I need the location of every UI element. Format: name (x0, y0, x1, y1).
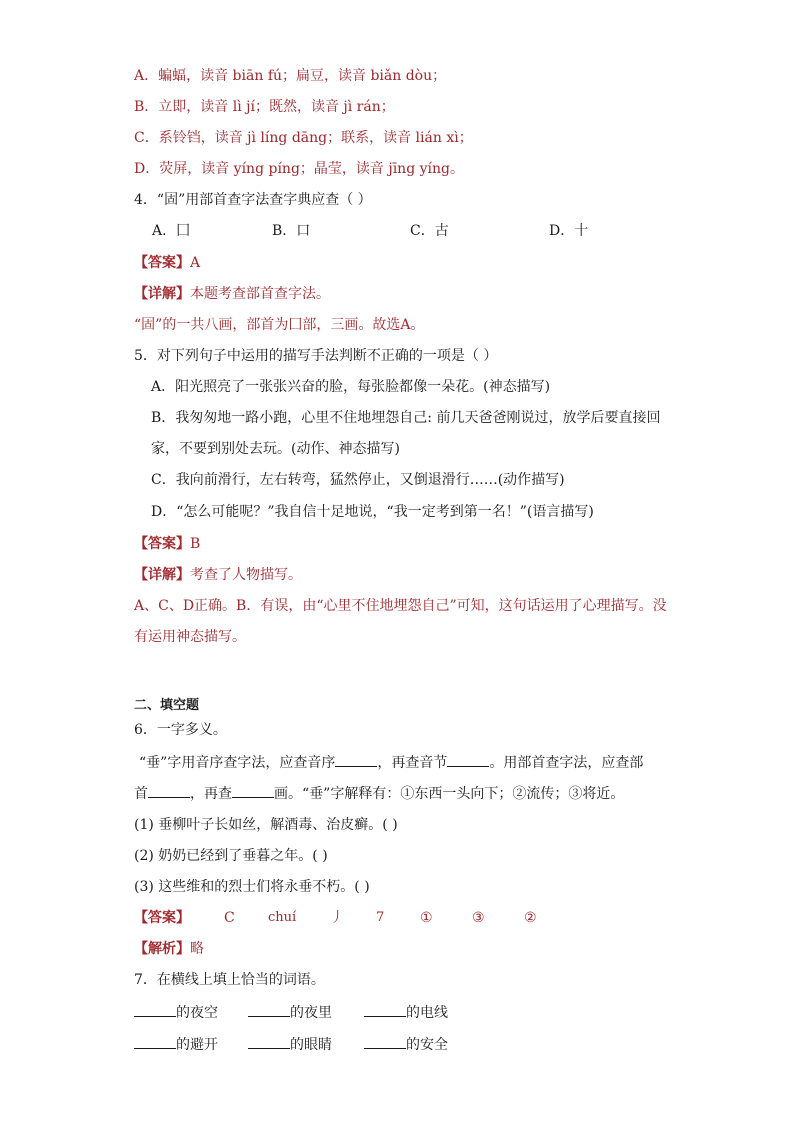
q6-text-segment: “垂”字用音序查字法，应查音序 (139, 755, 336, 771)
answer-value: ① (420, 910, 433, 926)
q6-analysis (134, 939, 204, 959)
answer-value: ③ (472, 910, 485, 926)
q3-option-c: C．系铃铛，读音 jì líng dāng；联系，读音 lián xì； (134, 130, 473, 146)
q6-sub1: (1) 垂柳叶子长如丝，解酒毒、治皮癣。( ) (134, 817, 398, 833)
q5-option-d: D．“怎么可能呢？”我自信十足地说，“我一定考到第一名！”(语言描写) (151, 504, 594, 520)
detail-text: 考查了人物描写。 (190, 567, 302, 583)
fill-blank-item (134, 1034, 218, 1055)
blank-line[interactable] (134, 1002, 176, 1017)
detail-tag: 【详解】 (134, 286, 190, 302)
answer-value: ② (524, 910, 537, 926)
q7-row-1 (0, 1002, 794, 1022)
q4-option-d: D．十 (549, 223, 589, 239)
analysis-tag: 【解析】 (134, 941, 190, 957)
fill-blank-label: 的夜里 (290, 1005, 332, 1021)
q5-stem: 5．对下列句子中运用的描写手法判断不正确的一项是（ ） (134, 348, 498, 364)
q6-text-segment: 首 (134, 786, 148, 802)
q6-text-segment: ，再查音节 (377, 755, 448, 771)
detail-text: 本题考查部首查字法。 (190, 286, 330, 302)
answer-value: 7 (376, 910, 385, 925)
answer-value: C (224, 910, 235, 926)
blank-line[interactable] (335, 752, 377, 767)
q5-explanation-line1: A、C、D正确。B．有误，由“心里不住地埋怨自己”可知，这句话运用了心理描写。没 (134, 598, 667, 614)
section-title: 二、填空题 (134, 698, 200, 713)
q3-option-a: A．蝙蝠，读音 biān fú；扁豆，读音 biǎn dòu； (134, 68, 447, 84)
q5-option-b-line1: B．我匆匆地一路小跑，心里不住地埋怨自己: 前几天爸爸刚说过，放学后要直接回 (151, 410, 661, 426)
fill-blank-item (364, 1002, 448, 1023)
q6-text-segment: 画。“垂”字解释有：①东西一头向下；②流传；③将近。 (274, 786, 625, 802)
blank-line[interactable] (248, 1002, 290, 1017)
blank-line[interactable] (447, 752, 489, 767)
fill-blank-item (364, 1034, 448, 1055)
q6-text-segment: ，再查 (190, 786, 232, 802)
analysis-text: 略 (190, 941, 204, 957)
detail-tag: 【详解】 (134, 567, 190, 583)
q5-option-b-line2: 家，不要到别处去玩。(动作、神态描写) (151, 441, 400, 457)
q4-option-c: C．古 (410, 223, 449, 239)
q3-option-b: B．立即，读音 lì jí；既然，读音 jì rán； (134, 99, 395, 115)
q6-text-line1 (139, 752, 643, 773)
q6-sub2: (2) 奶奶已经到了垂暮之年。( ) (134, 848, 328, 864)
answer-value: chuí (268, 910, 297, 925)
fill-blank-label: 的夜空 (176, 1005, 218, 1021)
q4-stem: 4．“固”用部首查字法查字典应查（ ） (134, 192, 372, 208)
q4-option-b: B．口 (272, 223, 311, 239)
fill-blank-label: 的避开 (176, 1037, 218, 1053)
blank-line[interactable] (364, 1034, 406, 1049)
fill-blank-item (248, 1002, 332, 1023)
q3-option-d: D．荧屏，读音 yíng píng；晶莹，读音 jīng yíng。 (134, 161, 464, 177)
answer-value: B (190, 536, 201, 552)
q5-option-c: C．我向前滑行，左右转弯，猛然停止，又倒退滑行……(动作描写) (151, 472, 565, 488)
fill-blank-label: 的电线 (406, 1005, 448, 1021)
q6-answer (0, 908, 794, 928)
q6-text-line2 (134, 783, 624, 804)
q4-answer (134, 253, 200, 273)
q5-answer (134, 534, 200, 554)
fill-blank-item (248, 1034, 332, 1055)
q5-explanation-line2: 有运用神态描写。 (134, 629, 246, 645)
q6-text-segment: 。用部首查字法，应查部 (489, 755, 644, 771)
blank-line[interactable] (134, 1034, 176, 1049)
q4-explanation: “固”的一共八画，部首为囗部，三画。故选A。 (134, 317, 425, 333)
answer-tag: 【答案】 (134, 910, 190, 926)
fill-blank-label: 的眼睛 (290, 1037, 332, 1053)
q6-stem: 6．一字多义。 (134, 722, 227, 738)
blank-line[interactable] (232, 783, 274, 798)
q7-stem: 7．在横线上填上恰当的词语。 (134, 972, 325, 988)
blank-line[interactable] (248, 1034, 290, 1049)
answer-tag: 【答案】 (134, 536, 190, 552)
answer-value: 丿 (330, 910, 344, 926)
q5-detail (134, 565, 302, 585)
q7-row-2 (0, 1034, 794, 1054)
q5-option-a: A．阳光照亮了一张张兴奋的脸，每张脸都像一朵花。(神态描写) (151, 379, 551, 395)
answer-value: A (190, 255, 201, 271)
fill-blank-label: 的安全 (406, 1037, 448, 1053)
q4-options (0, 221, 794, 241)
q6-sub3: (3) 这些维和的烈士们将永垂不朽。( ) (134, 879, 370, 895)
q4-option-a: A．囗 (152, 223, 191, 239)
blank-line[interactable] (148, 783, 190, 798)
fill-blank-item (134, 1002, 218, 1023)
answer-tag: 【答案】 (134, 255, 190, 271)
blank-line[interactable] (364, 1002, 406, 1017)
q4-detail (134, 284, 330, 304)
